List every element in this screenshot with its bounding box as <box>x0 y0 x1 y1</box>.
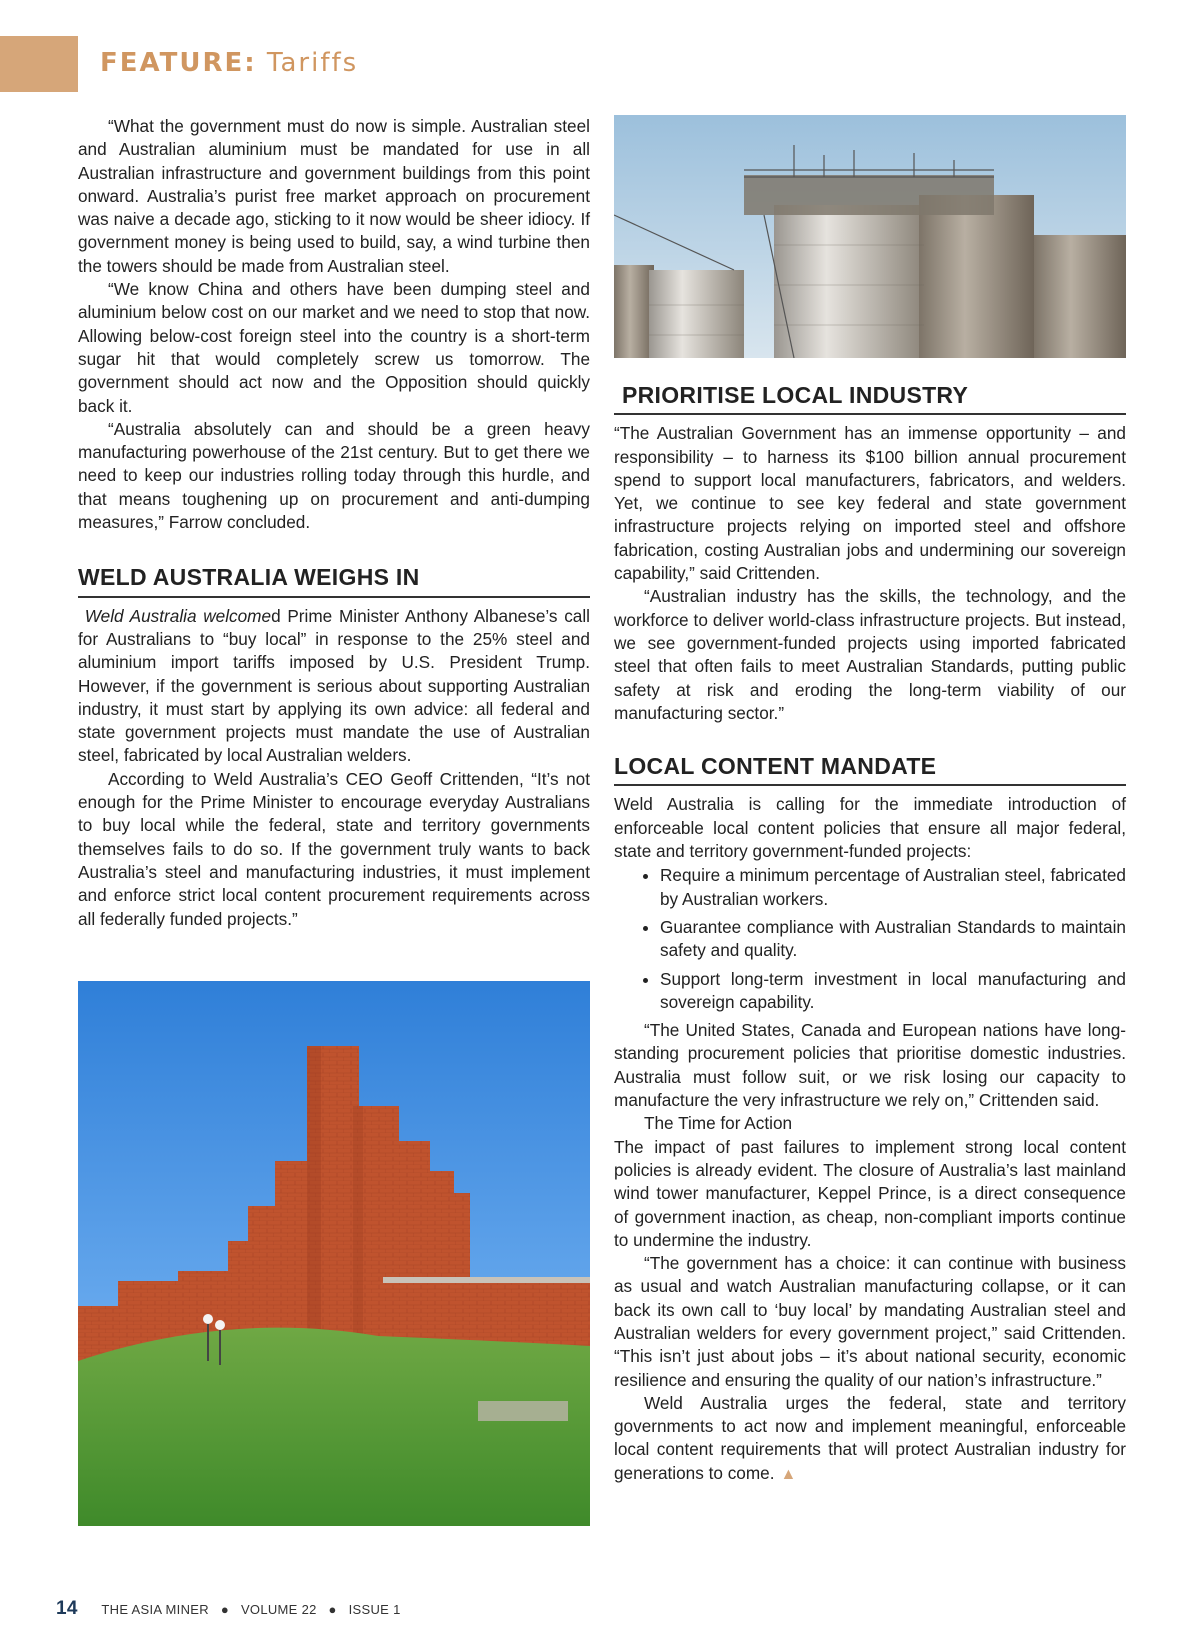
paragraph: “The Australian Government has an immense opportunity – and responsibility – to harness its $100 billion annual procurement spend to support local manufacturers, fabricators, and welders. Yet, we continue to see key federal and state government infrastructure projects relying on imported steel and offshore fabrication, costing Australian jobs and undermining our sovereign capability,” said Crittenden. <box>614 423 1126 584</box>
silos-photo <box>614 115 1126 358</box>
list-item: • Support long-term investment in local manufacturing and sovereign capability. <box>660 968 1126 1015</box>
subheading-time-for-action: The Time for Action <box>644 1113 793 1134</box>
page-number: 14 <box>56 1598 78 1619</box>
paragraph: “Australian industry has the skills, the technology, and the workforce to deliver world-class infrastructure projects. But instead, we see government-funded projects using imported fabricated steel that often fails to meet Australian Standards, putting public safety at risk and eroding the long-term viability of our manufacturing sector.” <box>614 586 1126 723</box>
issue-label: ISSUE <box>348 1602 390 1617</box>
end-triangle-icon: ▲ <box>780 1465 797 1483</box>
list-item: • Require a minimum percentage of Australian steel, fabricated by Australian workers. <box>660 864 1126 911</box>
bullet-dot-icon: ● <box>328 1602 337 1617</box>
issue-number: 1 <box>393 1602 401 1617</box>
section-heading-weld-australia: WELD AUSTRALIA WEIGHS IN <box>78 566 590 597</box>
paragraph: According to Weld Australia’s CEO Geoff Crittenden, “It’s not enough for the Prime Minister to encourage everyday Australians to buy local while the federal, state and territory governments themselves fails to do so. If the government truly wants to back Australia’s steel and manufacturing industries, it must implement and enforce strict local content procurement requirements across all federally funded projects.” <box>78 768 590 929</box>
paragraph: “The government has a choice: it can continue with business as usual and watch Australian manufacturing collapse, or it can back its own call to ‘buy local’ by mandating Australian steel and Australian welders for every government project,” said Crittenden. “This isn’t just about jobs – it’s about national security, economic resilience and ensuring the quality of our nation’s infrastructure.” <box>614 1253 1126 1390</box>
section-title <box>100 48 358 78</box>
brick-building-photo <box>78 981 590 1526</box>
publication-name: THE ASIA MINER <box>101 1602 209 1617</box>
paragraph: “The United States, Canada and European nations have long-standing procurement policies that prioritise domestic industries. Australia must follow suit, or we risk losing our capacity to manufacture the very infrastructure we rely on,” Crittenden said. <box>614 1020 1126 1111</box>
left-column <box>78 115 590 931</box>
bullet-list <box>614 864 1126 1014</box>
lead-text: d Prime Minister Anthony Albanese’s call for Australians to “buy local” in response to the 25% steel and aluminium import tariffs imposed by U.S. President Trump. However, if the government is serious about supporting Australian industry, it must start by applying its own advice: all federal and state government projects must mandate the use of Australian steel, fabricated by local Australian welders. <box>78 605 590 766</box>
bullet-dot-icon: ● <box>220 1602 230 1617</box>
paragraph: Weld Australia is calling for the immediate introduction of enforceable local content policies that ensure all major federal, state and territory government-funded projects: <box>614 794 1126 862</box>
paragraph: “Australia absolutely can and should be a green heavy manufacturing powerhouse of the 21st century. But to get there we need to keep our industries rolling today through this hurdle, and that means toughening up on procurement and anti-dumping measures,” Farrow concluded. <box>78 418 590 533</box>
page-footer <box>56 1598 401 1620</box>
lead-italic-text: Weld Australia welcome <box>84 605 272 626</box>
section-heading-local-content: LOCAL CONTENT MANDATE <box>614 755 1126 786</box>
header-color-block <box>0 36 78 92</box>
feature-label: FEATURE: <box>100 48 257 78</box>
paragraph: “We know China and others have been dumping steel and aluminium below cost on our market and we need to stop that now. Allowing below-cost foreign steel into the country is a short-term sugar hit that would completely screw us tomorrow. The government should act now and the Opposition should quickly back it. <box>78 279 590 416</box>
volume-label: VOLUME <box>240 1602 298 1617</box>
volume-number: 22 <box>301 1602 317 1617</box>
closing-text: Weld Australia urges the federal, state and territory governments to act now and implement meaningful, enforceable local content requirements that will protect Australian industry for generations to come. <box>614 1392 1126 1483</box>
paragraph-closing <box>614 1392 1126 1486</box>
feature-topic: Tariffs <box>266 48 359 78</box>
paragraph: “What the government must do now is simple. Australian steel and Australian aluminium must be mandated for use in all Australian infrastructure and government buildings from this point onward. Australia’s purist free market approach on procurement was naive a decade ago, sticking to it now would be sheer idiocy. If government money is being used to build, say, a wind turbine then the towers should be made from Australian steel. <box>78 116 590 276</box>
list-item: • Guarantee compliance with Australian Standards to maintain safety and quality. <box>660 916 1126 963</box>
paragraph: The impact of past failures to implement strong local content policies is already evident. The closure of Australia’s last mainland wind tower manufacturer, Keppel Prince, is a direct consequence of government inaction, as cheap, non-compliant imports continue to undermine the industry. <box>614 1136 1126 1250</box>
section-heading-prioritise: PRIORITISE LOCAL INDUSTRY <box>614 384 1126 415</box>
paragraph-lead <box>78 605 590 768</box>
right-column <box>614 115 1126 1486</box>
